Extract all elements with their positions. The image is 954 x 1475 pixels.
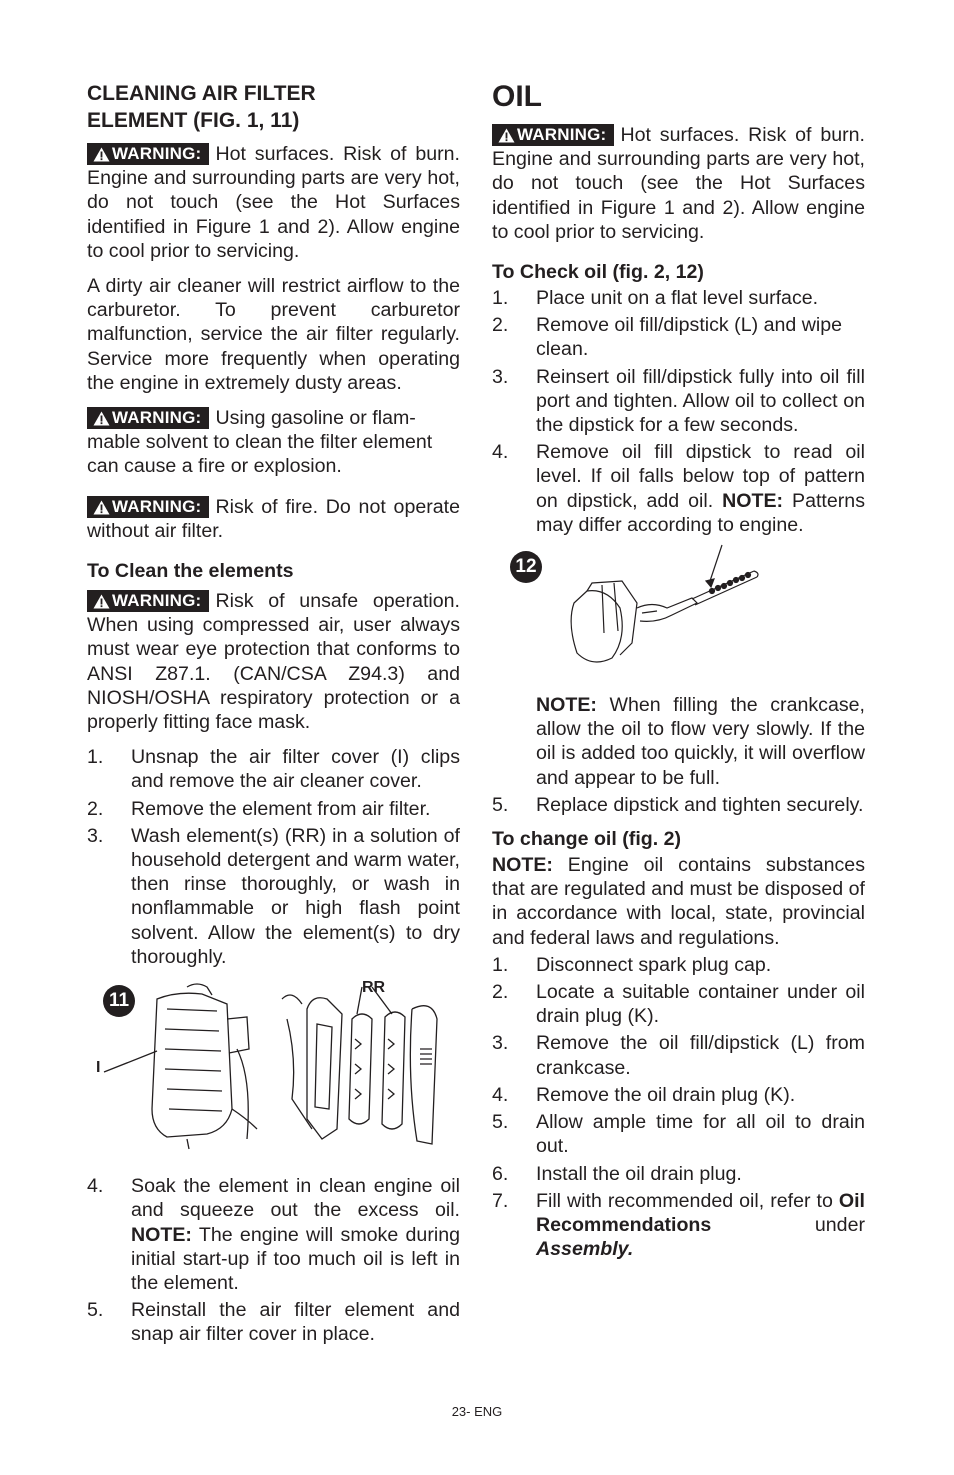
right-column (492, 80, 865, 1264)
list-number: 2. (492, 314, 509, 337)
note-text: The engine will smoke during initial start-up if too much oil is left in the element. (131, 1223, 461, 1294)
warning-text: Risk of fire. Do not operate without air filter. (87, 495, 460, 542)
callout-label-rr: RR (362, 979, 386, 997)
figure-12 (492, 543, 865, 683)
warning-badge (87, 143, 209, 165)
list-item (492, 313, 865, 361)
list-number: 3. (492, 1032, 509, 1055)
list-item (87, 1174, 460, 1295)
check-oil-steps-list (492, 286, 865, 537)
list-number: 1. (87, 746, 104, 769)
body-paragraph: A dirty air cleaner will restrict airflow to the carburetor. To prevent carburetor malfunction, service the air filter regularly. Service more frequently when operating the engine in extremely dusty areas. (87, 275, 460, 394)
list-text: Unsnap the air filter cover (I) clips and remove the air cleaner cover. (131, 746, 460, 793)
list-number: 5. (492, 793, 509, 816)
list-item (492, 440, 865, 537)
list-text: Replace dipstick and tighten securely. (536, 793, 864, 816)
list-item (492, 365, 865, 438)
list-text: Remove the oil fill/dipstick (L) from crankcase. (536, 1032, 865, 1079)
warning-badge (87, 590, 209, 612)
warning-label: WARNING: (112, 496, 202, 516)
list-number: 6. (492, 1162, 509, 1185)
list-number: 4. (492, 1083, 509, 1106)
note-text: Engine oil contains substances that are regulated and must be disposed of in accordance with local, state, provincial and federal laws and regulations. (492, 854, 865, 949)
note-text: Patterns may differ according to engine. (536, 489, 865, 536)
list-text: Wash element(s) (RR) in a solution of household detergent and warm water, then rinse thoroughly, or wash in nonflammable or high flash point solvent. Allow the element(s) to dry thoroughly. (131, 824, 460, 968)
list-item (492, 793, 865, 817)
list-item (492, 1031, 865, 1079)
warning-triangle-icon (498, 128, 515, 143)
list-text: Reinstall the air filter element and snap air filter cover in place. (131, 1299, 460, 1346)
list-number: 1. (492, 953, 509, 976)
clean-steps-list-continued (87, 1174, 460, 1346)
note-text: When filling the crankcase, allow the oil to flow very slowly. If the oil is added too quickly, it will overflow and appear to be full. (536, 694, 865, 789)
warning-text: Hot surfaces. Risk of burn. Engine and surrounding parts are very hot, do not touch (see the Hot Surfaces identified in Figure 1 and 2). Allow engine to cool prior to servicing. (492, 124, 865, 243)
warning-paragraph (87, 142, 460, 263)
list-text: Place unit on a flat level surface. (536, 287, 819, 310)
list-text: under (814, 1213, 865, 1236)
section-heading-oil: OIL (492, 80, 542, 113)
warning-triangle-icon (93, 594, 110, 609)
list-number: 5. (492, 1111, 509, 1134)
list-text: Reinsert oil fill/dipstick fully into oil fill port and tighten. Allow oil to collect on the dipstick for a few seconds. (536, 365, 865, 437)
fill-note-paragraph (492, 693, 865, 790)
warning-label: WARNING: (112, 144, 202, 163)
callout-label-i: I (96, 1059, 101, 1077)
italic-reference: Assembly. (536, 1238, 634, 1261)
figure-number-badge: 11 (103, 985, 135, 1017)
note-label: NOTE: (536, 694, 597, 717)
list-item (87, 797, 460, 821)
list-number: 7. (492, 1189, 509, 1212)
warning-text: Risk of unsafe operation. When using compressed air, user always must wear eye protection that conforms to ANSI Z87.1. (CAN/CSA Z94.3) and NIOSH/OSHA respiratory protection or a properly fitting face mask. (87, 590, 460, 734)
section-heading-air-filter: CLEANING AIR FILTER ELEMENT (FIG. 1, 11) (87, 82, 316, 132)
figure-11 (87, 979, 460, 1164)
warning-text: Hot surfaces. Risk of burn. Engine and surrounding parts are very hot, do not touch (see the Hot Surfaces identified in Figure 1 and 2). Allow engine to cool prior to servicing. (87, 143, 460, 262)
list-number: 5. (87, 1299, 104, 1322)
warning-paragraph (492, 123, 865, 244)
warning-label: WARNING: (112, 591, 202, 611)
note-label: NOTE: (131, 1223, 192, 1246)
list-item (492, 1162, 865, 1186)
subheading-clean-elements: To Clean the elements (87, 560, 294, 583)
warning-label: WARNING: (112, 408, 202, 428)
list-number: 4. (492, 441, 509, 464)
change-oil-note (492, 853, 865, 950)
list-text: Remove oil fill dipstick to read oil level. If oil falls below top of pattern on dipstick, add oil. (536, 441, 865, 512)
list-number: 2. (87, 797, 104, 820)
list-text: Allow ample time for all oil to drain out. (536, 1111, 865, 1158)
change-oil-steps-list (492, 953, 865, 1261)
list-text: Fill with recommended oil, refer to (536, 1189, 833, 1212)
list-item (492, 1189, 865, 1262)
list-number: 3. (492, 365, 509, 388)
list-number: 1. (492, 287, 509, 310)
dipstick-illustration (492, 543, 865, 683)
list-number: 3. (87, 824, 104, 847)
list-item (492, 1110, 865, 1158)
list-item (492, 953, 865, 977)
list-text: Locate a suitable container under oil drain plug (K). (536, 981, 865, 1028)
warning-badge (492, 124, 614, 146)
list-text: Install the oil drain plug. (536, 1162, 742, 1185)
warning-triangle-icon (93, 411, 110, 426)
warning-paragraph (87, 406, 460, 479)
bold-reference: Oil Recommendations (536, 1189, 865, 1236)
warning-triangle-icon (93, 500, 110, 515)
warning-label: WARNING: (517, 125, 607, 144)
subheading-change-oil: To change oil (fig. 2) (492, 828, 682, 851)
list-number: 4. (87, 1175, 104, 1198)
list-text: Remove oil fill/dipstick (L) and wipe clean. (536, 314, 842, 361)
list-text: Disconnect spark plug cap. (536, 953, 772, 976)
clean-steps-list (87, 745, 460, 969)
list-number: 2. (492, 981, 509, 1004)
list-item (87, 824, 460, 969)
left-column (87, 80, 460, 1350)
note-label: NOTE: (722, 489, 784, 512)
list-item (87, 1298, 460, 1346)
page-footer: 23- ENG (451, 1404, 503, 1419)
list-text: Remove the oil drain plug (K). (536, 1083, 796, 1106)
warning-text: Using gasoline or flam-mable solvent to clean the filter element can cause a fire or explosion. (87, 407, 433, 478)
list-item (492, 286, 865, 310)
warning-triangle-icon (93, 147, 110, 162)
subheading-check-oil: To Check oil (fig. 2, 12) (492, 261, 704, 284)
warning-paragraph (87, 495, 460, 543)
list-item (492, 1083, 865, 1107)
warning-paragraph (87, 589, 460, 734)
figure-number-badge: 12 (510, 551, 542, 583)
list-item (87, 745, 460, 793)
list-text: Remove the element from air filter. (131, 797, 431, 820)
note-label: NOTE: (492, 854, 553, 877)
warning-badge (87, 496, 209, 518)
list-item (492, 980, 865, 1028)
warning-badge (87, 407, 209, 429)
list-text: Soak the element in clean engine oil and squeeze out the excess oil. (131, 1175, 460, 1222)
check-oil-step-5 (492, 793, 865, 817)
air-filter-illustration (87, 979, 460, 1164)
